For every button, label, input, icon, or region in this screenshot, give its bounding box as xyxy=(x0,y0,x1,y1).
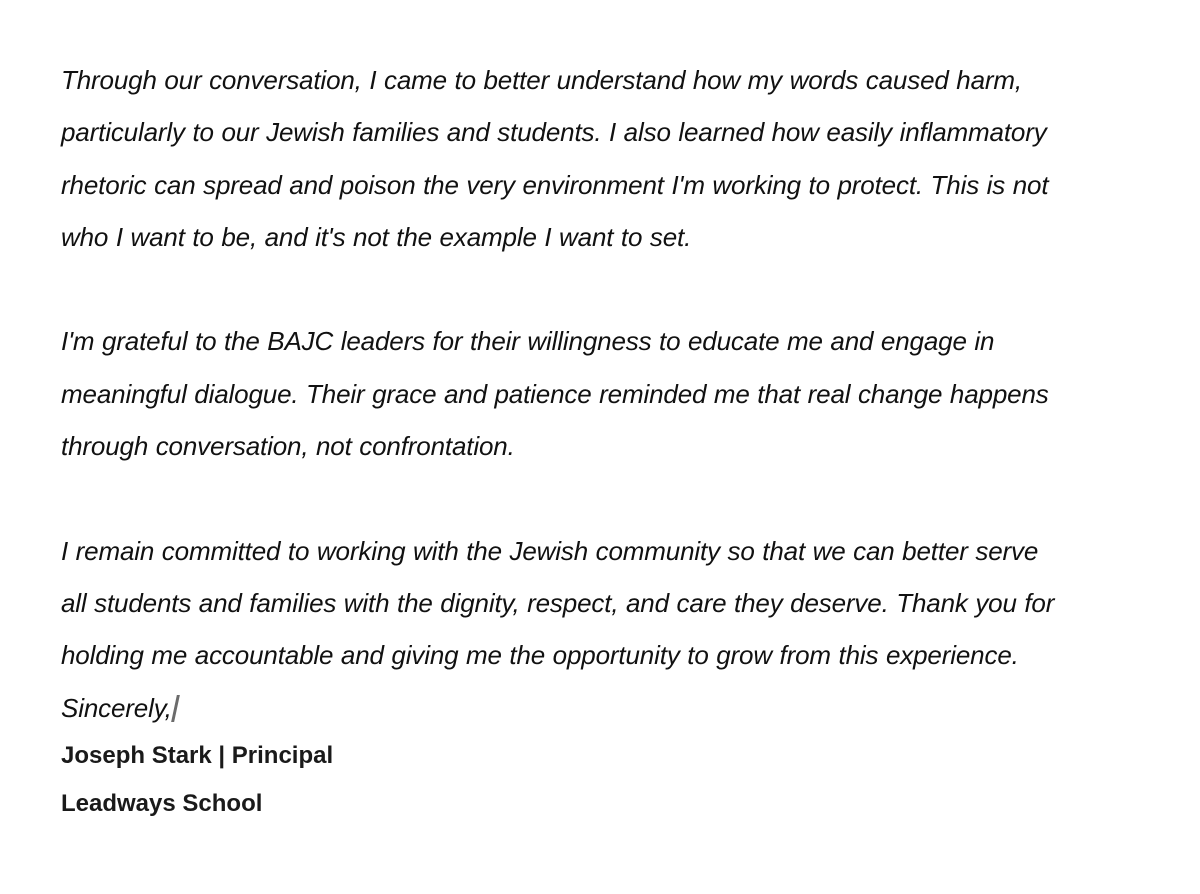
text-line: I remain committed to working with the Jewish community so that we can better serve xyxy=(61,535,1039,566)
paragraph-gratitude xyxy=(61,315,1151,472)
paragraph-spacer xyxy=(61,263,1151,315)
text-line: particularly to our Jewish families and students. I also learned how easily inflammatory xyxy=(61,117,1047,148)
closing-text: Sincerely, xyxy=(61,692,172,723)
text-line: through conversation, not confrontation. xyxy=(61,431,515,462)
text-line: Through our conversation, I came to better understand how my words caused harm, xyxy=(61,65,1022,95)
text-line: who I want to be, and it's not the example I want to set. xyxy=(61,221,692,252)
signature-name-title: Joseph Stark | Principal xyxy=(61,741,334,769)
closing-line[interactable] xyxy=(61,682,1151,734)
text-line: I'm grateful to the BAJC leaders for their willingness to educate me and engage in xyxy=(61,326,995,357)
text-line: rhetoric can spread and poison the very environment I'm working to protect. This is not xyxy=(61,169,1049,200)
text-cursor xyxy=(171,695,180,722)
text-line: all students and families with the dignity, respect, and care they deserve. Thank you for xyxy=(61,587,1055,618)
paragraph-spacer xyxy=(61,472,1151,524)
text-line: holding me accountable and giving me the opportunity to grow from this experience. xyxy=(61,640,1019,671)
paragraph-conversation xyxy=(61,54,1151,263)
text-line: meaningful dialogue. Their grace and patience reminded me that real change happens xyxy=(61,378,1049,409)
letter-body[interactable] xyxy=(61,54,1151,828)
signature-school: Leadways School xyxy=(61,789,263,817)
paragraph-commitment xyxy=(61,525,1151,682)
